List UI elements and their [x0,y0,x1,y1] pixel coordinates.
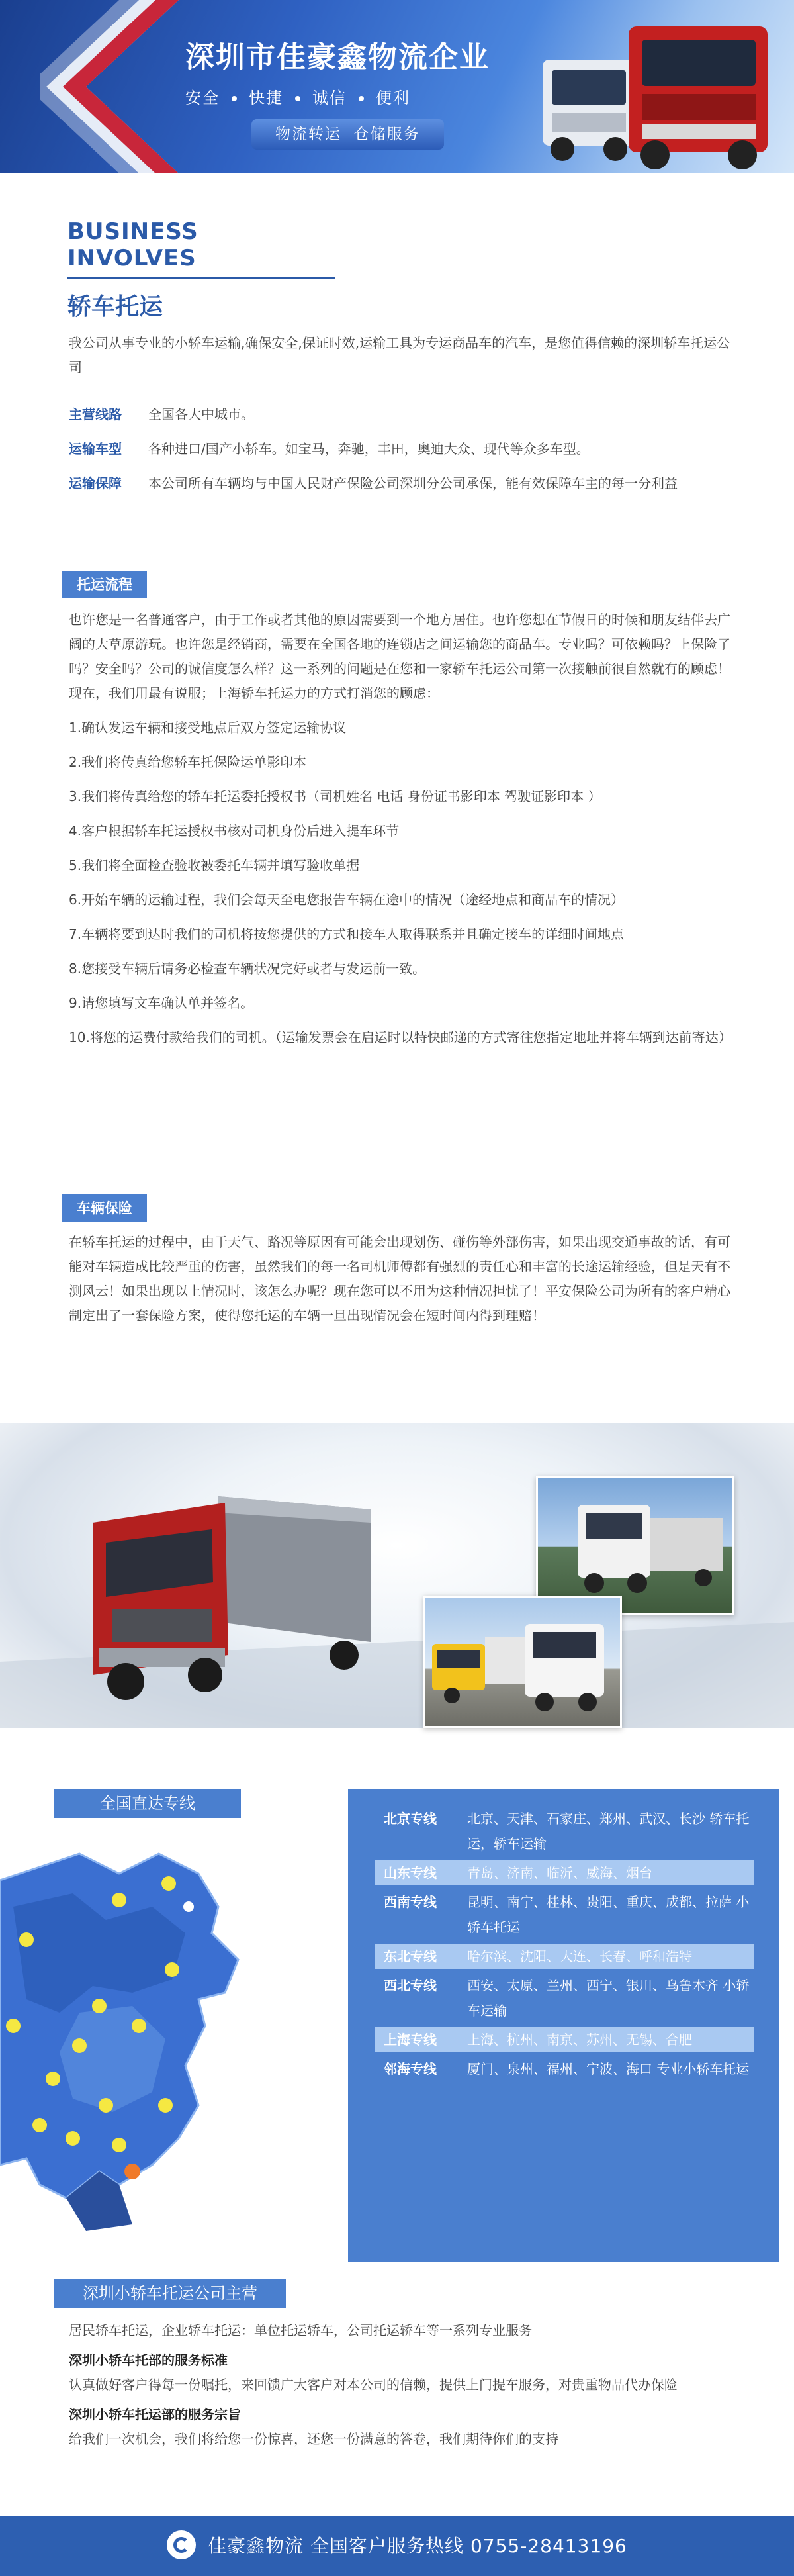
process-list [69,608,737,1060]
company-logo-icon [167,2530,196,2559]
route-value: 厦门、泉州、福州、宁波、海口 专业小轿车托运 [467,2061,750,2077]
route-key: 西北专线 [384,1978,437,1993]
service-block [69,2318,737,2452]
route-value: 西安、太原、兰州、西宁、银川、乌鲁木齐 小轿车运输 [467,1978,750,2019]
trucks-illustration [543,13,794,172]
process-step: 7.车辆将要到达时我们的司机将按您提供的方式和接车人取得联系并且确定接车的详细时间地点 [69,926,625,942]
info-key: 主营线路 [69,406,122,422]
info-row-vehicles [69,437,730,461]
chevron-logo-graphic [40,0,185,173]
service-standard-text: 认真做好客户得每一份嘱托，来回馈广大客户对本公司的信赖，提供上门提车服务，对贵重物品代办保险 [69,2377,678,2393]
info-row-routes [69,403,730,427]
info-value: 各种进口/国产小轿车。如宝马，奔驰，丰田，奥迪大众、现代等众多车型。 [148,441,590,457]
company-title: 深圳市佳豪鑫物流企业 [185,40,490,74]
route-row-northeast [375,1944,754,1969]
tag-convenient: 便利 [376,89,410,107]
insurance-badge: 车辆保险 [62,1194,147,1222]
process-step: 9.请您填写文车确认单并签名。 [69,995,254,1011]
info-value: 本公司所有车辆均与中国人民财产保险公司深圳分公司承保，能有效保障车主的每一分利益 [148,475,678,491]
routes-badge: 全国直达专线 [54,1789,241,1818]
process-step: 5.我们将全面检查验收被委托车辆并填写验收单据 [69,857,360,873]
process-step: 2.我们将传真给您轿车托保险运单影印本 [69,754,307,770]
white-truck-photo [536,1476,734,1615]
route-key: 东北专线 [384,1948,437,1964]
route-row-southwest [384,1889,754,1940]
process-step: 8.您接受车辆后请务必检查车辆状况完好或者与发运前一致。 [69,961,426,977]
route-key: 邻海专线 [384,2061,437,2077]
process-step: 3.我们将传真给您的轿车托运委托授权书（司机姓名 电话 身份证书影印本 驾驶证影印本 ） [69,788,601,804]
route-key: 上海专线 [384,2032,437,2048]
footer-hotline-bar [0,2516,794,2576]
info-row-guarantee [69,471,730,496]
service-purpose-heading: 深圳小轿车托运部的服务宗旨 [69,2407,241,2422]
hero-tags [185,85,422,108]
truck-photos [0,1410,794,1741]
process-intro: 也许您是一名普通客户，由于工作或者其他的原因需要到一个地方居住。也许您想在节假日的时候和朋友结伴去广阔的大草原游玩。也许您是经销商，需要在全国各地的连锁店之间运输您的商品车。专业吗？可依赖吗？上保险了吗？安全吗？公司的诚信度怎么样？这一系列的问题是在您和一家轿车托运公司第一次接触前很自然就有的顾虑！现在，我们用最有说服；上海轿车托运力的方式打消您的顾虑： [69,612,730,701]
process-step: 6.开始车辆的运输过程，我们会每天至电您报告车辆在途中的情况（途经地点和商品车的情况） [69,892,625,908]
route-value: 哈尔滨、沈阳、大连、长春、呼和浩特 [467,1948,692,1964]
section-title-cn: 轿车托运 [67,293,163,320]
route-row-shandong [375,1860,754,1885]
section-header [67,218,335,322]
route-row-coastal [384,2056,754,2081]
route-value: 昆明、南宁、桂林、贵阳、重庆、成都、拉萨 小轿车托运 [467,1894,750,1935]
dot-separator [359,96,364,101]
route-value: 上海、杭州、南京、苏州、无锡、合肥 [467,2032,692,2048]
service-purpose-text: 给我们一次机会，我们将给您一份惊喜，还您一份满意的答卷，我们期待你们的支持 [69,2431,558,2447]
route-key: 西南专线 [384,1894,437,1910]
hero-banner [0,0,794,173]
route-row-shanghai [375,2027,754,2052]
yellow-white-trucks-photo [423,1596,622,1728]
china-map-graphic [0,1827,344,2264]
route-value: 青岛、济南、临沂、威海、烟台 [467,1865,652,1881]
route-row-northwest [384,1973,754,2023]
process-step: 10.将您的运费付款给我们的司机。（运输发票会在启运时以特快邮递的方式寄往您指定地址并将车辆到达前寄达） [69,1029,732,1045]
route-key: 北京专线 [384,1811,437,1827]
section-divider [67,277,335,279]
process-step: 1.确认发运车辆和接受地点后双方签定运输协议 [69,720,347,736]
section-title-en: BUSINESS INVOLVES [67,218,198,271]
insurance-paragraph: 在轿车托运的过程中，由于天气、路况等原因有可能会出现划伤、碰伤等外部伤害，如果出现交通事故的话，有可能对车辆造成比较严重的伤害，虽然我们的每一名司机师傅都有强烈的责任心和丰富的长途运输经验，但是天有不测风云！如果出现以上情况时，该怎么办呢？现在您可以不用为这种情况担忧了！平安保险公司为所有的客户精心制定出了一套保险方案，使得您托运的车辆一旦出现情况会在短时间内得到理赔！ [69,1234,730,1323]
process-step: 4.客户根据轿车托运授权书核对司机身份后进入提车环节 [69,823,400,839]
tag-honest: 诚信 [312,89,347,107]
service-line: 居民轿车托运，企业轿车托运：单位托运轿车，公司托运轿车等一系列专业服务 [69,2322,532,2338]
tag-fast: 快捷 [249,89,283,107]
route-row-beijing [384,1806,754,1856]
route-key: 山东专线 [384,1865,437,1881]
tag-safe: 安全 [185,89,220,107]
dot-separator [232,96,237,101]
service-badge: 深圳小轿车托运公司主营 [54,2279,286,2308]
footer-hotline-text: 佳豪鑫物流 全国客户服务热线 0755-28413196 [208,2535,627,2557]
routes-panel [348,1789,779,2262]
intro-paragraph: 我公司从事专业的小轿车运输,确保安全,保证时效,运输工具为专运商品车的汽车，是您值得信赖的深圳轿车托运公司 [69,335,730,375]
info-key: 运输保障 [69,475,122,491]
process-badge: 托运流程 [62,571,147,598]
dot-separator [295,96,300,101]
services-pill: 物流转运 仓储服务 [251,119,444,150]
route-value: 北京、天津、石家庄、郑州、武汉、长沙 轿车托运，轿车运输 [467,1811,750,1852]
info-value: 全国各大中城市。 [148,406,254,422]
service-standard-heading: 深圳小轿车托部的服务标准 [69,2352,228,2368]
info-key: 运输车型 [69,441,122,457]
